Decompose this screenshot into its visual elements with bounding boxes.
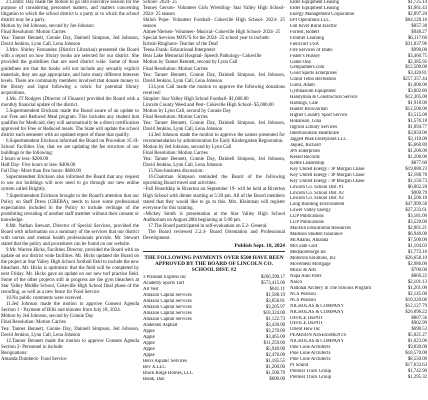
payee-name: Lincoln Co. School Dist. #2 [290,190,344,196]
minutes-paragraph: Final Resolution: Motion Carries [143,114,208,120]
payment-amount: $3,460.75 [407,53,427,59]
payee-name: Jaquez, Richard [290,142,321,148]
payment-amount: $27,233.61 [405,208,427,214]
payment-amount: $18,324.00 [263,311,285,317]
payee-name: All Vest [143,287,159,293]
payment-amount: $857.38 [411,23,427,29]
payee-name: Pine Cone Architects [290,357,331,363]
minutes-paragraph: Bear Lake Memorial Hospital- Speech Pathology- Cokeville [143,54,262,60]
payee-name: Music & Arts [290,267,317,273]
payment-amount: $3,858.81 [265,299,285,305]
payment-amount: $1,200.00 [407,154,427,160]
payee-name: Good Sports Enterprises [290,71,337,77]
minutes-paragraph: Final Resolution: Motion Carries [1,30,66,36]
payment-amount: $2,188.78 [407,172,427,178]
payment-row [290,375,427,381]
payee-name: Forrest, Robert [290,29,320,35]
minutes-paragraph: 17.The Board participated in self-evaluation on 5.2- General. [148,223,268,229]
payee-name: Bev X.LLC [143,364,166,370]
payment-amount: $2,385.92 [407,59,427,65]
payee-name: Apple [143,329,155,335]
payee-name: PJ Sound [290,363,308,369]
column-1-minutes [1,0,139,400]
payment-amount: $18,570.00 [405,351,427,357]
minutes-paragraph: Superintendent Erickson also informed the Board that any request to use our buildings will now need to go through our new online system called Brightly. [1,175,139,193]
payment-amount: $6,862.20 [407,184,427,190]
payee-name: Amazon Capital Services [143,305,192,311]
payment-amount: $266,390.17 [261,275,285,281]
payee-name: Black Ridge Homes, LLC [143,370,194,376]
payment-amount: $12,500.00 [405,65,427,71]
payee-name: Fire Services of Idaho [290,47,333,53]
payment-amount: $6,117.60 [407,35,427,41]
minutes-paragraph: 10.No public comments were received. [6,296,83,302]
payment-amount: $3,181.00 [407,214,427,220]
payment-amount: $877.60 [411,160,427,166]
payment-amount: $902.99 [411,321,427,327]
payment-amount: $64,128.16 [405,17,427,23]
payee-name: Premier Truck Group [290,369,332,375]
payment-amount: $700.00 [411,267,427,273]
payment-amount: $2,897.20 [407,11,427,17]
payee-name: Apple [143,340,155,346]
payment-amount: $26,658.10 [405,255,427,261]
payment-amount: $1,185.55 [265,358,285,364]
payment-amount: $1,506.10 [407,196,427,202]
payment-amount: $1,725.14 [407,0,427,5]
payment-amount: $3,420.81 [407,71,427,77]
payment-amount: $10,320.00 [405,297,427,303]
payee-name: Elder Equipment Leasing [290,5,340,11]
payee-name: Frontier Learning [290,35,324,41]
payee-name: Jagged Peak Enterprises LLC [290,136,347,142]
payments-table-continued [290,0,427,381]
minutes-paragraph: Shiloh Pope- Volunteer Football- Cokeville High School- 2024- 25 season [143,18,285,30]
payment-amount: $31,837.96 [405,41,427,47]
payment-amount: $12,305.00 [405,95,427,101]
payment-amount: $1,094.77 [407,125,427,131]
payee-name: Motorola Solutions, Inc [290,255,336,261]
payee-name: Nasco [290,279,302,285]
payment-amount: $5,821.27 [407,333,427,339]
payment-amount: $1,200.00 [407,148,427,154]
payee-name: Ben's Aquatic Services [143,358,188,364]
minutes-paragraph: Yea: Tanner Bennett, Connie Day, Daimell Simpson, Jed Johnson, David Jenkins, Lynn Call, Lena Johnson [143,72,285,84]
minutes-paragraph: Yea: Tanner Bennett, Connie Day, Daimell Simpson, Jed Johnson, David Jenkins, Lynn Call, Lena Johnson [1,36,139,48]
minutes-paragraph: School- 2024- 25 [143,0,177,5]
payee-name: FieldTurf USA [290,41,320,47]
payee-name: Hastings, Cale [290,101,318,107]
minutes-paragraph: Motion by Jed Johnson, second by Joe Johnson [1,24,94,30]
payee-name: Kettle Leadership [290,160,325,166]
minutes-paragraph: Yea: Tanner Bennett, Connie Day, Daimell Simpson, Jed Johnson, David Jenkins, Lynn Call, Lena Johnson [143,120,285,132]
payee-name: Key United Energy / JP Morgan Chase [290,172,365,178]
payment-amount: $5,660.80 [407,142,427,148]
minutes-paragraph: Final Resolution: Motion Carries [1,320,66,326]
minutes-paragraph: 3.Mrs. Shirley Fernandez (District Librarian) presented the Board with a report on how library books are selected for our district. She provided the guidelines that are used district wide. Some of those guidelines are that the books will not include any sexually explicit materials, they are age appropriate, and have many different interests levels. There are community members involved that donate money to the library and input following a rubric for potential library acquisitions. [1,48,139,96]
payee-name: Pine Cone Architects [290,345,331,351]
payment-amount: $2,061.21 [407,226,427,232]
publish-date: Publish Sept. 18, 2024 [234,242,285,249]
column-3-payments [290,0,427,400]
minutes-paragraph: 16.Chairman Simpson reminded the Board of the following upcoming Board travel and activities: [143,175,285,187]
payee-name: McGrath Golf [290,244,318,250]
payment-amount: $1,295.32 [407,375,427,381]
payment-amount: $600.00 [269,376,285,382]
payment-amount: $3,110.00 [407,136,427,142]
minutes-paragraph: 7.Superintendent Erickson brought to the Board's attention that our Policy on Staff Dress (GBEBA), needs to have some professional expectations included in the Policy to include verbiage of the prohibiting revealing of another staff member without their consent or knowledge. [1,193,139,223]
payment-amount: $1,261.00 [407,285,427,291]
payee-name: Energy Management Corporation [290,11,355,17]
payee-name: Ingrum Library Services [290,125,338,131]
minutes-paragraph: 15.Non-business discussion: [148,169,204,175]
minutes-paragraph: Motion by Tanner Bennett, second by Lynn Call [143,60,238,66]
payment-amount: $2,101.13 [407,279,427,285]
payee-name: Apple [143,346,155,352]
payment-amount: $2,145.00 [407,291,427,297]
minutes-paragraph: 4.Ms. JT Rodgers (Director of Finance) provided the Board with a monthly financial update of the district. [1,96,139,108]
payment-amount: $1,150.73 [407,178,427,184]
payee-name: Guild, Adam [290,83,315,89]
minutes-paragraph: Motion by Lynn Call, second by Connie Day [143,108,232,114]
payment-amount: $257,357.44 [403,77,427,83]
minutes-paragraph: Lincoln County Weed and Pest- Cokeville High School- $5,000.00 [143,102,274,108]
minutes-paragraph: Amanda Dumbeck- Food Service [1,356,67,362]
payment-amount: $2,986.00 [407,261,427,267]
payment-amount: $948.27 [411,29,427,35]
payee-name: Mediaoreborge Inc [290,250,327,256]
payment-amount: $5,940.00 [265,346,285,352]
payee-name: Napa Auto Parts [290,273,322,279]
payment-amount: $3,515.00 [407,113,427,119]
minutes-paragraph: 2 hours or less- $200.00 [1,157,49,163]
payee-name: Hunter Bros/Jordan [290,107,328,113]
minutes-paragraph: Simplot- Star Valley High School Football- $1,000.00 [143,96,249,102]
minutes-paragraph: 9.Mr. Warren Hicks, Facilities Director, provided the Board with an update on our district wide facilities. Mr. Hicks updated the Board on the project at Star Valley High School football field to include the new bleachers. Mr. Hicks is optimistic that the field will be completed by next Friday. Mr. Hicks gave an update on our new turf practice field. Some of the other projects still in progress are the gym bleachers at Star Valley Middle School, Cokeville High School final phase of the reroofing, as well as a new fence for Food Service. [1,247,139,296]
payee-name: PEARSON ASSESSMENTS [290,333,347,339]
payee-name: Gempartners.com [290,65,325,71]
payee-name: OFFICE DEPOT [290,315,324,321]
payment-amount: $12,500.00 [405,107,427,113]
payee-name: Amazon Capital Services [143,311,192,317]
payment-amount: $641.11 [269,287,285,293]
payee-name: Gymnasium Equipment [290,89,336,95]
payee-name: Amazon Capital Services [143,317,192,323]
payee-name: Kessel Records [290,154,320,160]
minutes-paragraph: Aimee Nielsen- Volunteer- Musical- Cokeville High School- 2024- 25 [143,30,281,36]
payee-name: Academy Sports Turf [143,281,185,287]
payments-table [143,275,285,382]
payee-name: Hokanson, Gina [290,119,322,125]
payment-amount: $3,002.80 [407,89,427,95]
minutes-paragraph: ~Fall Boardship in Riverton on September 19- will be held at Riverton High School with dinner starting at 5:30 pm. All of the Board members stated that they would like to go to this. Mrs. Kleinman will register everyone for this training. [143,187,285,211]
minutes-paragraph: Kristin Ringhave- Teacher of the Deaf [143,42,218,48]
payment-amount: $1,772.16 [407,250,427,256]
payment-amount: $1,742.96 [407,369,427,375]
payee-name: LUP Publications [290,214,324,220]
payment-amount: $1,104.03 [407,244,427,250]
payment-amount: $573,415.00 [261,281,285,287]
payment-amount: $900.79 [411,190,427,196]
payment-amount: $6,940.00 [407,232,427,238]
payee-name: Movement Mortgage [290,261,331,267]
payee-name: McAdams, Amanda [290,238,329,244]
payment-amount: $807.56 [411,315,427,321]
payment-amount: $2,470.00 [265,352,285,358]
payee-name: NCS Pearson [290,291,316,297]
payee-name: Higher Country Sport Service [290,113,348,119]
payment-amount: $3,850.00 [407,130,427,136]
minutes-paragraph: 14.Jed Johnson made the motion to approve the names presented for recommendation by administration for Early Kindergarten Registration. [143,133,285,145]
payee-name: National Archery In The Schools Program [290,285,372,291]
minutes-paragraph: Yea: Tanner Bennett, Connie Day, Daimell Simpson, Jed Johnson, David Jenkins, Lynn Call, Lena Johnson [1,326,139,338]
payment-amount: $866.22 [411,273,427,279]
payee-name: Lower Valley Energy [290,208,331,214]
payee-name: Apple [143,352,155,358]
payee-name: Fisher's Hussey [290,53,321,59]
payee-name: Andersen Asphalt [143,323,178,329]
payee-name: Fall River Rural Electric [290,23,338,29]
payment-amount: $3,205.97 [265,305,285,311]
minutes-paragraph: 12.Tanner Bennett made the motion to approve Consent Agenda Section 2- Personnel to include: [1,338,139,350]
payment-row [290,167,427,173]
payment-row [143,377,285,383]
minutes-paragraph: 2.Comm: Day made the motion to go into executive session for the purpose of considering personnel matters, and matters concerning litigation to which the school district is a party or to which the school district may be a party. [1,0,139,24]
payment-amount: $8,550.00 [407,357,427,363]
payment-amount: $690.53 [411,327,427,333]
payee-name: Lincoln Co. School Dist. #2 [290,196,344,202]
payment-amount: $1,500.79 [265,370,285,376]
payee-name: Key United Energy / JP Morgan Chase [290,178,365,184]
payment-amount: $17,633.63 [405,363,427,369]
payee-name: Handyman & Construction Service [290,95,358,101]
payment-amount: $1,000.00 [407,83,427,89]
payee-name: NCS Pearson [290,297,316,303]
payment-amount: $3,520.00 [407,220,427,226]
payment-amount: $19,880.23 [405,166,427,172]
payee-name: Apple [143,335,155,341]
payee-name: Intermountain Healthcare [290,130,340,136]
payment-amount: $26,096.22 [405,309,427,315]
minutes-paragraph: Full Day- More than five hours- $600.00 [1,169,82,175]
payment-amount: $7,500.00 [407,238,427,244]
minutes-paragraph: Teena Frank- Educational Interpreter [143,48,216,54]
minutes-paragraph: 6.Superintendent Erickson informed the Board on Procedure 1C-II- School Facilities Use, that we are updating the fee structure of our buildings to the following: [1,139,139,157]
minutes-paragraph: Resignations: [1,350,28,356]
minutes-paragraph: Motion by Jed Johnson, second by Lynn Call [143,145,232,151]
minutes-paragraph: 5.Superintendent Erickson made the Board aware of an update to our Free and Reduced Meal program. This includes any student that qualifies for Medicaid, they will automatically be a direct certification approved for Free or Reduced meals. The State will update the school district each semester with an updated report of those that qualify. [1,108,139,139]
payee-name: LUP Publications [290,220,324,226]
payee-name: NICHOLAS & COMPANY [290,303,344,309]
payment-amount: $9,830.00 [407,345,427,351]
payee-name: Grand Teton Recreation [290,77,336,83]
minutes-paragraph: ~Mickey Smith is presentation at the Star Valley High School Auditorium on August 28th beginning at 5:00 pm. [143,211,285,223]
payment-amount: $3,465.00 [265,335,285,341]
payee-name: Game One [290,59,311,65]
payee-name: Pine Cone Architects [290,351,331,357]
minutes-paragraph: 11.Jed Johnson made the motion to approve Consent Agenda Section 1 - Payment of Bills and minutes from July 18, 2024. [1,302,139,314]
payment-amount: $3,430.00 [265,323,285,329]
divider [143,251,285,252]
payment-amount: $990.00 [411,47,427,53]
payment-amount: $1,200.00 [265,364,285,370]
payee-name: Premier Truck Group [290,375,332,381]
payment-amount: $1,576.18 [407,119,427,125]
minutes-paragraph: 13.Lynn Call made the motion to approve the following donations received: [143,84,285,96]
payment-amount: $1,023.06 [407,339,427,345]
payment-amount: $11,259.00 [263,340,285,346]
payment-amount: $1,122.73 [265,317,285,323]
minutes-paragraph: Yea: Tanner Bennett, Connie Day, Daimell Simpson, Jed Johnson, David Jenkins, Lynn Call, Lena Johnson [143,157,285,169]
minutes-paragraph: Final Resolution: Motion Carries [143,66,208,72]
payee-name: JPS Enterprises [290,148,320,154]
minutes-paragraph: The Board reviewed 2.2.4- Board Orientation and Professional Development. [143,229,285,241]
payment-amount: $1,588.19 [265,293,285,299]
minutes-paragraph: Special Services MOU'S for the 2024- 25 school year to include: [143,36,270,42]
payee-name: OFFICE DEPOT [290,321,324,327]
payee-name: Lincoln Co. School Dist. #1 [290,184,344,190]
payments-heading: THE FOLLOWING PAYMENTS OVER $500 HAVE BEEN APPROVED BY THE BOARD OF LINCOLN CO. SCHOOL DIST. #2 [144,254,284,274]
payee-name: 3 Pleasant Express Inc [143,275,187,281]
payee-name: EPI Operations LLC [290,17,330,23]
payee-name: Bleak, Dan [143,376,165,382]
minutes-paragraph: Final Resolution: Motion Carries [143,151,208,157]
payment-amount: $12,127.79 [405,303,427,309]
payee-name: Macklin Educational Resources [290,226,352,232]
minutes-paragraph: Motion by Jed Johnson, second by Connie Day [1,314,94,320]
minutes-paragraph: Half Day- Five hours or less- $400.00 [1,163,76,169]
payment-amount: $1,061.43 [407,5,427,11]
payment-amount: $1,918.00 [407,101,427,107]
payee-name: Key United Energy / JP Morgan Chase [290,166,365,172]
payment-amount: $3,270.00 [265,329,285,335]
payee-name: Madison Student Insurance [290,232,343,238]
payee-name: Orient How Inc [290,327,321,333]
payee-name: Amazon Capital Services [143,293,192,299]
minutes-paragraph: 8.Mr. Nathan Stewart, Director of Special Services, provided the Board with information on a summary of the services that our district with nurses and mental health professionals provide. Mr. Stewart stated that the policy and procedures can be found on our website. [1,223,139,247]
payee-name: NICHOLAS & COMPANY [290,339,344,345]
payee-name: NICHOLAS & COMPANY [290,309,344,315]
payee-name: Elder Equipment Leasing [290,0,340,5]
minutes-paragraph: Tenney Gerson- Volunteer Girls Wrestling- Star Valley High School- 2024- 25 season [143,6,285,18]
payment-amount: $47,999.50 [405,202,427,208]
payee-name: Amazon Capital Services [143,299,192,305]
column-2-minutes-and-payments [143,0,285,400]
payee-name: Long Building Environment [290,202,345,208]
